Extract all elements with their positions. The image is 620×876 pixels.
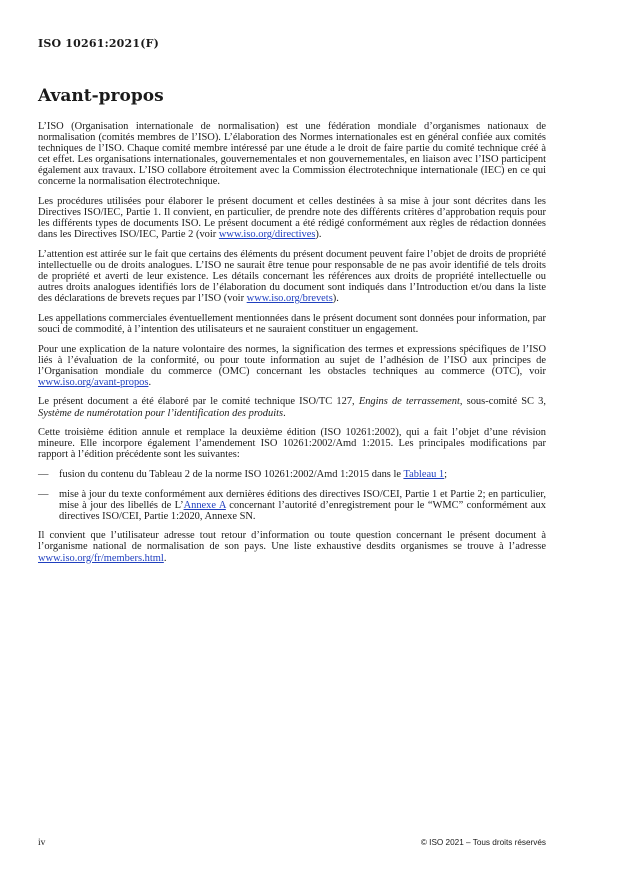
patents-link[interactable]: www.iso.org/brevets: [246, 293, 333, 305]
members-link[interactable]: www.iso.org/fr/members.html: [38, 552, 164, 564]
paragraph-trade-names: Les appellations commerciales éventuellement mentionnées dans le présent document sont données pour information, par souci de commodité, à l’intention des utilisateurs et ne sauraient constituer un engagement.: [38, 312, 546, 335]
paragraph-committee: Le présent document a été élaboré par le comité technique ISO/TC 127, Engins de terrassement, sous-comité SC 3, Système de numérotation pour l’identification des produits.: [38, 396, 546, 419]
table-1-link[interactable]: Tableau 1: [403, 468, 445, 480]
paragraph-patents: L’attention est attirée sur le fait que certains des éléments du présent document peuvent faire l’objet de droits de propriété intellectuelle ou de droits analogues. L’ISO ne saurait être tenue pour responsable de ne pas avoir identifié de tels droits de propriété et averti de leur existence. Les détails concernant les références aux droits de propriété intellectuelle ou autres droits analogues identifiés lors de l’élaboration du document sont indiqués dans l’Introduction et/ou dans la liste des déclarations de brevets reçues par l’ISO (voir www.iso.org/brevets).: [38, 248, 546, 305]
document-id: ISO 10261:2021(F): [38, 37, 160, 50]
page-number: iv: [38, 838, 46, 848]
document-body: [38, 121, 546, 572]
list-item: — mise à jour du texte conformément aux dernières éditions des directives ISO/CEI, Partie 1 et Partie 2; en particulier, mise à jour des libellés de L’Annexe A concernant l’autorité d’enregistrement pour le “WMC” conformément aux directives ISO/CEI, Partie 1:2020, Annexe SN.: [38, 488, 546, 522]
annex-a-link[interactable]: Annexe A: [183, 499, 226, 511]
copyright-notice: © ISO 2021 – Tous droits réservés: [420, 838, 546, 847]
paragraph-voluntary-nature: Pour une explication de la nature volontaire des normes, la signification des termes et expressions spécifiques de l’ISO liés à l’évaluation de la conformité, ou pour toute information au sujet de l’adhésion de l’ISO aux principes de l’Organisation mondiale du commerce (OMC) concernant les obstacles techniques au commerce (OTC), voir www.iso.org/avant-propos.: [38, 343, 546, 388]
list-item: — fusion du contenu du Tableau 2 de la norme ISO 10261:2002/Amd 1:2015 dans le Tableau 1;: [38, 468, 448, 480]
list-dash: —: [38, 468, 49, 480]
paragraph-edition: Cette troisième édition annule et remplace la deuxième édition (ISO 10261:2002), qui a fait l’objet d’une révision mineure. Elle incorpore également l’amendement ISO 10261:2002/Amd 1:2015. Les principales modifications par rapport à l’édition précédente sont les suivantes:: [38, 427, 546, 461]
directives-link[interactable]: www.iso.org/directives: [218, 229, 316, 241]
paragraph-iso-intro: L’ISO (Organisation internationale de normalisation) est une fédération mondiale d’organismes nationaux de normalisation (comités membres de l’ISO). L’élaboration des Normes internationales est en général confiée aux comités techniques de l’ISO. Chaque comité membre intéressé par une étude a le droit de faire partie du comité technique créé à cet effet. Les organisations internationales, gouvernementales et non gouvernementales, en liaison avec l’ISO participent également aux travaux. L’ISO collabore étroitement avec la Commission électrotechnique internationale (IEC) en ce qui concerne la normalisation électrotechnique.: [38, 121, 546, 188]
foreword-link[interactable]: www.iso.org/avant-propos: [38, 376, 149, 388]
page-title: Avant-propos: [38, 86, 164, 106]
paragraph-feedback: Il convient que l’utilisateur adresse tout retour d’information ou toute question concernant le présent document à l’organisme national de normalisation de son pays. Une liste exhaustive desdits organismes se trouve à l’adresse www.iso.org/fr/members.html.: [38, 530, 546, 564]
list-dash: —: [38, 488, 49, 500]
paragraph-procedures: Les procédures utilisées pour élaborer le présent document et celles destinées à sa mise à jour sont décrites dans les Directives ISO/IEC, Partie 1. Il convient, en particulier, de prendre note des différents critères d’approbation requis pour les différents types de documents ISO. Le présent document a été rédigé conformément aux règles de rédaction données dans les Directives ISO/IEC, Partie 2 (voir www.iso.org/directives).: [38, 196, 546, 241]
